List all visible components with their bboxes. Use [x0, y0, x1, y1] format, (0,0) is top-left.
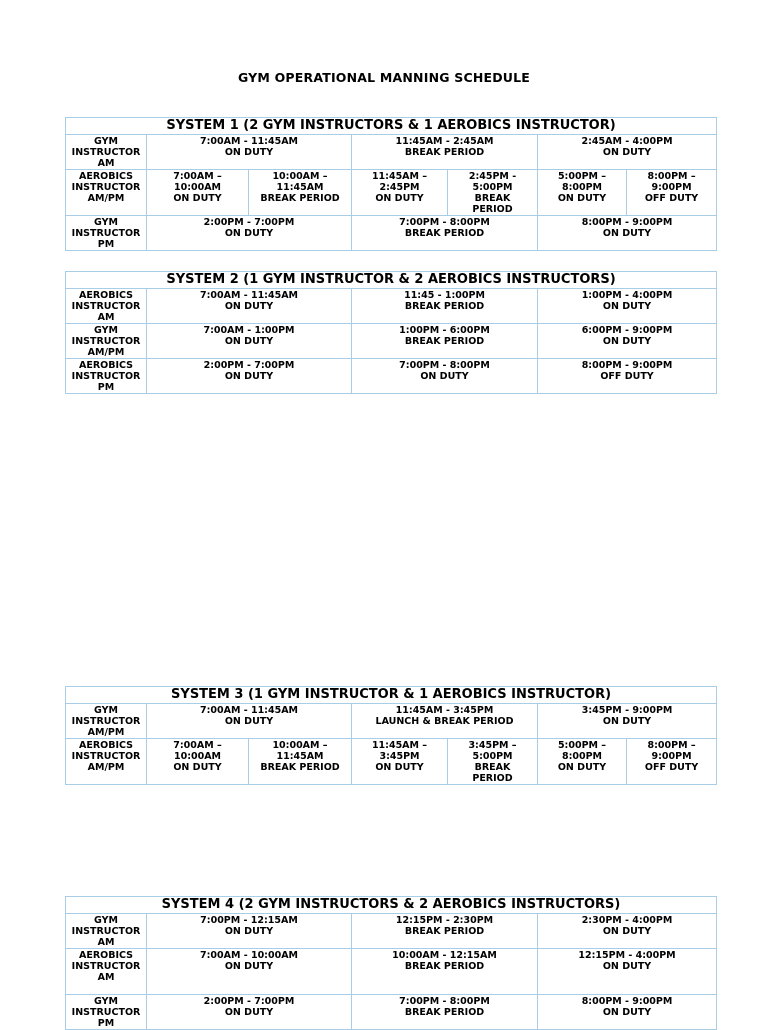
shift-cell: 7:00AM - 11:45AM ON DUTY	[147, 135, 352, 170]
shift-cell: 12:15PM - 2:30PM BREAK PERIOD	[352, 914, 538, 949]
role-cell: AEROBICS INSTRUCTOR AM/PM	[66, 739, 147, 785]
role-cell: GYM INSTRUCTOR PM	[66, 216, 147, 251]
shift-cell: 7:00AM – 10:00AM ON DUTY	[147, 739, 249, 785]
role-cell: GYM INSTRUCTOR AM/PM	[66, 704, 147, 739]
shift-cell: 2:00PM - 7:00PM ON DUTY	[147, 216, 352, 251]
shift-cell: 11:45AM – 3:45PM ON DUTY	[352, 739, 448, 785]
shift-cell: 7:00PM - 8:00PM BREAK PERIOD	[352, 216, 538, 251]
shift-cell: 7:00PM - 8:00PM BREAK PERIOD	[352, 995, 538, 1030]
shift-cell: 12:15PM - 4:00PM ON DUTY	[538, 949, 717, 995]
shift-cell: 10:00AM – 11:45AM BREAK PERIOD	[249, 739, 352, 785]
shift-cell: 6:00PM - 9:00PM ON DUTY	[538, 324, 717, 359]
role-cell: GYM INSTRUCTOR AM	[66, 914, 147, 949]
shift-cell: 8:00PM – 9:00PM OFF DUTY	[627, 170, 717, 216]
shift-cell: 10:00AM - 12:15AM BREAK PERIOD	[352, 949, 538, 995]
shift-cell: 2:00PM - 7:00PM ON DUTY	[147, 995, 352, 1030]
role-cell: AEROBICS INSTRUCTOR AM	[66, 289, 147, 324]
role-cell: GYM INSTRUCTOR AM	[66, 135, 147, 170]
shift-cell: 3:45PM - 9:00PM ON DUTY	[538, 704, 717, 739]
shift-cell: 11:45AM - 2:45AM BREAK PERIOD	[352, 135, 538, 170]
shift-cell: 1:00PM - 4:00PM ON DUTY	[538, 289, 717, 324]
role-cell: AEROBICS INSTRUCTOR AM/PM	[66, 170, 147, 216]
shift-cell: 2:30PM - 4:00PM ON DUTY	[538, 914, 717, 949]
shift-cell: 7:00PM - 8:00PM ON DUTY	[352, 359, 538, 394]
shift-cell: 5:00PM – 8:00PM ON DUTY	[538, 739, 627, 785]
role-cell: GYM INSTRUCTOR PM	[66, 995, 147, 1030]
shift-cell: 11:45 - 1:00PM BREAK PERIOD	[352, 289, 538, 324]
shift-cell: 5:00PM – 8:00PM ON DUTY	[538, 170, 627, 216]
shift-cell: 10:00AM – 11:45AM BREAK PERIOD	[249, 170, 352, 216]
shift-cell: 7:00PM - 12:15AM ON DUTY	[147, 914, 352, 949]
role-cell: GYM INSTRUCTOR AM/PM	[66, 324, 147, 359]
shift-cell: 1:00PM - 6:00PM BREAK PERIOD	[352, 324, 538, 359]
shift-cell: 11:45AM - 3:45PM LAUNCH & BREAK PERIOD	[352, 704, 538, 739]
shift-cell: 2:00PM - 7:00PM ON DUTY	[147, 359, 352, 394]
shift-cell: 11:45AM – 2:45PM ON DUTY	[352, 170, 448, 216]
table-heading: SYSTEM 3 (1 GYM INSTRUCTOR & 1 AEROBICS INSTRUCTOR)	[66, 687, 717, 704]
system-1-table	[65, 117, 717, 251]
shift-cell: 2:45AM - 4:00PM ON DUTY	[538, 135, 717, 170]
role-cell: AEROBICS INSTRUCTOR AM	[66, 949, 147, 995]
shift-cell: 7:00AM – 10:00AM ON DUTY	[147, 170, 249, 216]
shift-cell: 7:00AM - 11:45AM ON DUTY	[147, 289, 352, 324]
table-heading: SYSTEM 1 (2 GYM INSTRUCTORS & 1 AEROBICS INSTRUCTOR)	[66, 118, 717, 135]
shift-cell: 2:45PM - 5:00PM BREAK PERIOD	[448, 170, 538, 216]
shift-cell: 7:00AM - 1:00PM ON DUTY	[147, 324, 352, 359]
shift-cell: 8:00PM - 9:00PM OFF DUTY	[538, 359, 717, 394]
system-2-table	[65, 271, 717, 394]
table-heading: SYSTEM 4 (2 GYM INSTRUCTORS & 2 AEROBICS INSTRUCTORS)	[66, 897, 717, 914]
shift-cell: 8:00PM – 9:00PM OFF DUTY	[627, 739, 717, 785]
shift-cell: 7:00AM - 11:45AM ON DUTY	[147, 704, 352, 739]
system-3-table	[65, 686, 717, 785]
shift-cell: 8:00PM - 9:00PM ON DUTY	[538, 216, 717, 251]
system-4-table	[65, 896, 717, 1030]
role-cell: AEROBICS INSTRUCTOR PM	[66, 359, 147, 394]
shift-cell: 8:00PM - 9:00PM ON DUTY	[538, 995, 717, 1030]
document-title: GYM OPERATIONAL MANNING SCHEDULE	[237, 70, 531, 85]
shift-cell: 7:00AM - 10:00AM ON DUTY	[147, 949, 352, 995]
table-heading: SYSTEM 2 (1 GYM INSTRUCTOR & 2 AEROBICS INSTRUCTORS)	[66, 272, 717, 289]
shift-cell: 3:45PM – 5:00PM BREAK PERIOD	[448, 739, 538, 785]
